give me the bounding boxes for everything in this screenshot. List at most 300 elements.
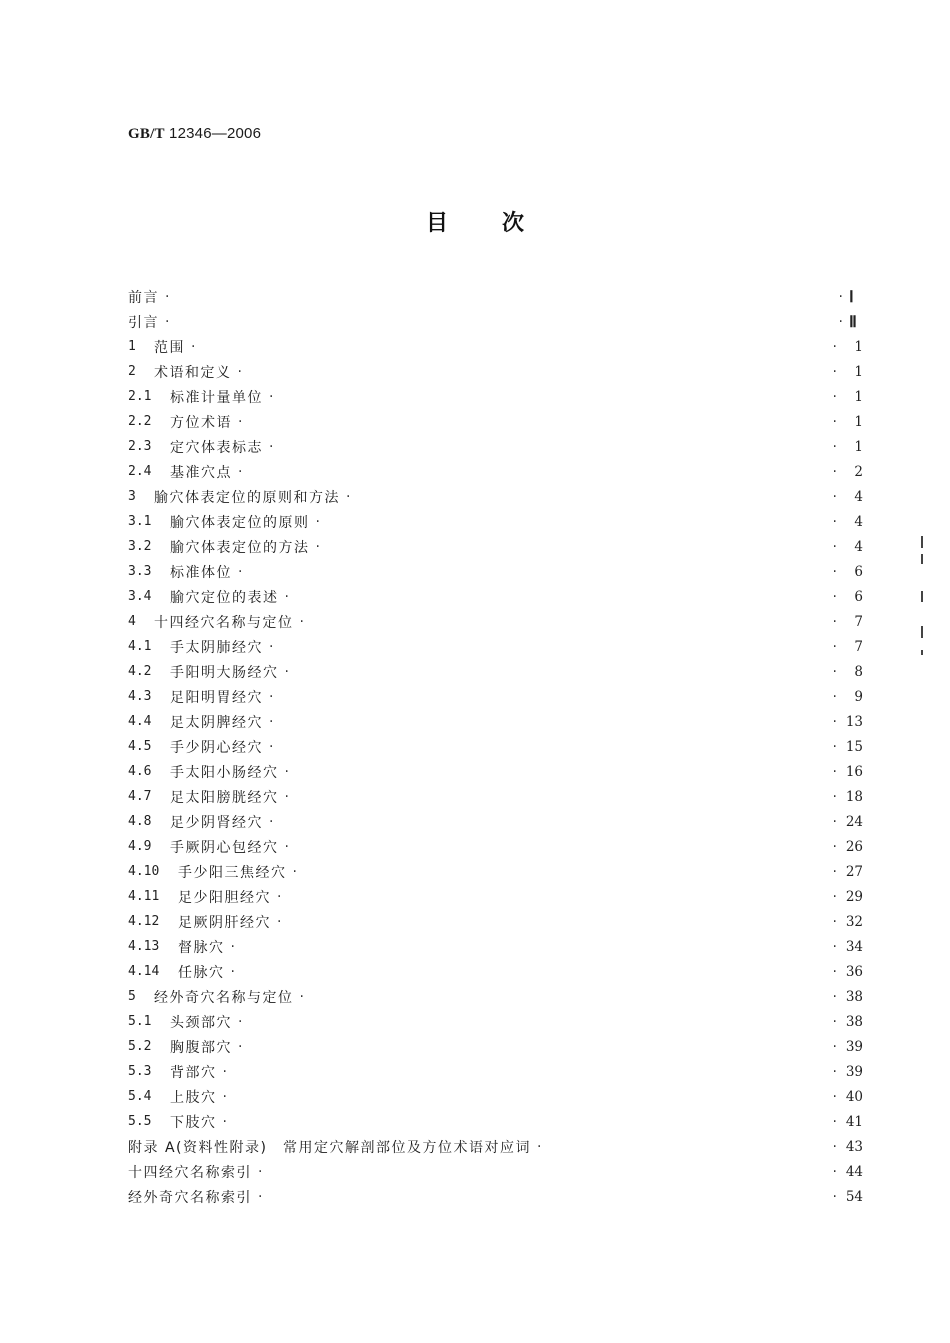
toc-page-number: 9 (854, 688, 863, 705)
toc-page-ref (833, 564, 863, 580)
toc-entry[interactable] (128, 559, 863, 584)
toc-page-number: 36 (845, 963, 863, 980)
toc-section-title: 腧穴体表定位的方法 (170, 539, 310, 556)
standard-number: 12346—2006 (169, 125, 262, 142)
toc-entry[interactable] (128, 684, 863, 709)
toc-entry-heading (128, 287, 169, 307)
toc-leader-dot: · (832, 763, 837, 780)
toc-page-ref (833, 864, 863, 880)
toc-section-title: 手阳明大肠经穴 (170, 664, 279, 681)
toc-entry-heading (128, 912, 281, 932)
toc-leader-dot: · (832, 813, 837, 830)
toc-leader-dot: · (832, 1113, 837, 1130)
toc-page-ref (833, 1164, 863, 1180)
toc-leader-dot: · (832, 838, 837, 855)
toc-trailing-dot: · (269, 388, 274, 405)
toc-page-number: 34 (845, 938, 863, 955)
toc-leader-dot: · (832, 888, 837, 905)
toc-page-ref (833, 964, 863, 980)
toc-section-title: 足太阳膀胱经穴 (170, 789, 279, 806)
toc-entry[interactable] (128, 334, 863, 359)
toc-page-number: 1 (854, 388, 863, 405)
toc-leader-dot: · (832, 588, 837, 605)
toc-page-ref (833, 1014, 863, 1030)
toc-section-title: 手少阳三焦经穴 (178, 864, 287, 881)
toc-entry[interactable] (128, 509, 863, 534)
toc-trailing-dot: · (222, 1113, 227, 1130)
toc-section-title: 基准穴点 (170, 464, 232, 481)
toc-section-title: 手太阳小肠经穴 (170, 764, 279, 781)
toc-section-title: 引言 (128, 314, 159, 331)
toc-section-title: 腧穴体表定位的原则和方法 (154, 489, 340, 506)
toc-entry-heading (128, 587, 289, 607)
standard-code (128, 125, 261, 143)
toc-page-number: 16 (845, 763, 863, 780)
toc-entry[interactable] (128, 459, 863, 484)
toc-trailing-dot: · (191, 338, 196, 355)
toc-entry-heading (128, 1187, 262, 1207)
toc-trailing-dot: · (315, 513, 320, 530)
toc-entry[interactable] (128, 784, 863, 809)
toc-trailing-dot: · (269, 688, 274, 705)
toc-entry[interactable] (128, 359, 863, 384)
toc-section-number: 4.1 (128, 639, 152, 654)
toc-entry[interactable] (128, 909, 863, 934)
toc-leader-dot: · (832, 1038, 837, 1055)
toc-trailing-dot: · (222, 1088, 227, 1105)
standard-prefix: GB/T (128, 126, 165, 142)
toc-entry-heading (128, 987, 304, 1007)
toc-trailing-dot: · (269, 438, 274, 455)
toc-section-title: 足少阴肾经穴 (170, 814, 263, 831)
toc-page-number: 43 (845, 1138, 863, 1155)
toc-section-title: 手少阴心经穴 (170, 739, 263, 756)
toc-section-number: 4.6 (128, 764, 152, 779)
toc-page-ref (833, 689, 863, 705)
toc-page-number: 44 (845, 1163, 863, 1180)
toc-section-number: 5.5 (128, 1114, 152, 1129)
toc-leader-dot: · (832, 413, 837, 430)
toc-page-number: 8 (854, 663, 863, 680)
toc-page-ref (833, 889, 863, 905)
toc-page-number: 40 (845, 1088, 863, 1105)
toc-trailing-dot: · (230, 938, 235, 955)
toc-page-ref (833, 1039, 863, 1055)
toc-section-title: 十四经穴名称与定位 (154, 614, 294, 631)
toc-section-title: 方位术语 (170, 414, 232, 431)
toc-section-number: 4.5 (128, 739, 152, 754)
toc-page-ref (833, 539, 863, 555)
toc-entry-heading (128, 687, 273, 707)
toc-section-number: 4.13 (128, 939, 160, 954)
toc-section-number: 4.7 (128, 789, 152, 804)
toc-page-ref (833, 1114, 863, 1130)
toc-entry[interactable] (128, 759, 863, 784)
toc-entry[interactable] (128, 534, 863, 559)
toc-section-number: 2.3 (128, 439, 152, 454)
toc-section-number: 5.4 (128, 1089, 152, 1104)
toc-page-ref (839, 287, 863, 307)
toc-section-title: 督脉穴 (178, 939, 225, 956)
toc-page-ref (833, 364, 863, 380)
toc-page-number: 1 (854, 338, 863, 355)
toc-entry-heading (128, 512, 320, 532)
toc-entry[interactable] (128, 1034, 863, 1059)
toc-page-number: 2 (854, 463, 863, 480)
toc-leader-dot: · (832, 1188, 837, 1205)
toc-section-title: 足太阴脾经穴 (170, 714, 263, 731)
toc-page-number: 4 (854, 488, 863, 505)
toc-leader-dot: · (832, 738, 837, 755)
toc-trailing-dot: · (299, 613, 304, 630)
toc-page-number: 41 (845, 1113, 863, 1130)
scan-artifact (921, 554, 923, 564)
toc-page-ref (833, 664, 863, 680)
toc-leader-dot: · (832, 663, 837, 680)
toc-entry[interactable] (128, 584, 863, 609)
toc-entry-heading (128, 337, 195, 357)
toc-section-number: 5.3 (128, 1064, 152, 1079)
toc-leader-dot: · (832, 338, 837, 355)
toc-page-number: Ⅱ (849, 313, 857, 331)
toc-trailing-dot: · (284, 838, 289, 855)
toc-trailing-dot: · (258, 1163, 263, 1180)
toc-trailing-dot: · (284, 788, 289, 805)
toc-page-number: 7 (854, 638, 863, 655)
toc-section-title: 术语和定义 (154, 364, 232, 381)
toc-entry[interactable] (128, 1084, 863, 1109)
toc-trailing-dot: · (238, 563, 243, 580)
toc-trailing-dot: · (269, 738, 274, 755)
toc-leader-dot: · (832, 713, 837, 730)
toc-leader-dot: · (832, 1163, 837, 1180)
toc-section-title: 经外奇穴名称索引 (128, 1189, 252, 1206)
toc-section-number: 2.2 (128, 414, 152, 429)
toc-entry[interactable] (128, 309, 863, 334)
toc-section-number: 4.4 (128, 714, 152, 729)
toc-entry[interactable] (128, 1184, 863, 1209)
toc-leader-dot: · (832, 788, 837, 805)
toc-section-number: 4.9 (128, 839, 152, 854)
toc-page-ref (833, 814, 863, 830)
toc-trailing-dot: · (269, 638, 274, 655)
toc-entry-heading (128, 1062, 227, 1082)
toc-leader-dot: · (832, 1013, 837, 1030)
toc-section-number: 4.12 (128, 914, 160, 929)
toc-leader-dot: · (832, 613, 837, 630)
toc-entry-heading (128, 612, 304, 632)
toc-entry[interactable] (128, 484, 863, 509)
toc-section-number: 4.14 (128, 964, 160, 979)
toc-section-title: 头颈部穴 (170, 1014, 232, 1031)
toc-page-number: Ⅰ (849, 288, 854, 306)
toc-leader-dot: · (838, 313, 843, 330)
toc-page-ref (833, 389, 863, 405)
toc-page-number: 6 (854, 588, 863, 605)
toc-entry[interactable] (128, 734, 863, 759)
toc-entry[interactable] (128, 809, 863, 834)
toc-trailing-dot: · (238, 413, 243, 430)
toc-page-number: 1 (854, 438, 863, 455)
toc-section-number: 2.1 (128, 389, 152, 404)
toc-entry-heading (128, 712, 273, 732)
toc-trailing-dot: · (292, 863, 297, 880)
toc-entry[interactable] (128, 709, 863, 734)
toc-page-ref (833, 339, 863, 355)
toc-entry-heading (128, 1087, 227, 1107)
toc-page-ref (833, 1064, 863, 1080)
toc-section-title: 手厥阴心包经穴 (170, 839, 279, 856)
scan-artifact (921, 626, 923, 638)
toc-trailing-dot: · (238, 1038, 243, 1055)
toc-section-title: 下肢穴 (170, 1114, 217, 1131)
toc-entry-heading (128, 737, 273, 757)
toc-entry[interactable] (128, 1159, 863, 1184)
toc-page-ref (833, 764, 863, 780)
toc-section-title: 足少阳胆经穴 (178, 889, 271, 906)
toc-page-number: 32 (845, 913, 863, 930)
toc-trailing-dot: · (230, 963, 235, 980)
toc-entry[interactable] (128, 1059, 863, 1084)
toc-entry[interactable] (128, 384, 863, 409)
toc-trailing-dot: · (238, 463, 243, 480)
toc-page-ref (833, 414, 863, 430)
toc-page-number: 1 (854, 363, 863, 380)
toc-entry[interactable] (128, 984, 863, 1009)
toc-entry-heading (128, 762, 289, 782)
toc-section-number: 5.1 (128, 1014, 152, 1029)
toc-page-ref (833, 739, 863, 755)
toc-entry-heading (128, 312, 169, 332)
toc-entry[interactable] (128, 1009, 863, 1034)
toc-leader-dot: · (832, 1088, 837, 1105)
toc-page-number: 54 (845, 1188, 863, 1205)
toc-section-number: 3.3 (128, 564, 152, 579)
toc-entry-heading (128, 562, 242, 582)
toc-page-ref (833, 614, 863, 630)
toc-entry-heading (128, 962, 235, 982)
toc-entry-heading (128, 1112, 227, 1132)
toc-entry-heading (128, 1037, 242, 1057)
toc-section-number: 5 (128, 989, 136, 1004)
toc-section-number: 4.3 (128, 689, 152, 704)
table-of-contents (128, 284, 863, 1209)
toc-entry[interactable] (128, 884, 863, 909)
toc-trailing-dot: · (222, 1063, 227, 1080)
toc-leader-dot: · (832, 963, 837, 980)
toc-trailing-dot: · (269, 813, 274, 830)
toc-section-number: 2.4 (128, 464, 152, 479)
toc-entry-heading (128, 862, 297, 882)
toc-trailing-dot: · (346, 488, 351, 505)
toc-leader-dot: · (832, 638, 837, 655)
toc-entry-heading (128, 787, 289, 807)
toc-page-ref (833, 639, 863, 655)
toc-page-number: 29 (845, 888, 863, 905)
toc-section-number: 3.4 (128, 589, 152, 604)
toc-section-number: 4.2 (128, 664, 152, 679)
toc-leader-dot: · (832, 538, 837, 555)
toc-entry[interactable] (128, 284, 863, 309)
toc-section-title: 胸腹部穴 (170, 1039, 232, 1056)
toc-page-ref (833, 514, 863, 530)
toc-page-number: 6 (854, 563, 863, 580)
toc-entry-heading (128, 537, 320, 557)
toc-leader-dot: · (838, 288, 843, 305)
toc-page-ref (839, 312, 863, 332)
toc-entry-heading (128, 1162, 262, 1182)
toc-section-title: 腧穴定位的表述 (170, 589, 279, 606)
toc-section-number: 4 (128, 614, 136, 629)
toc-trailing-dot: · (238, 1013, 243, 1030)
toc-leader-dot: · (832, 688, 837, 705)
toc-trailing-dot: · (269, 713, 274, 730)
toc-section-title: 定穴体表标志 (170, 439, 263, 456)
toc-entry-heading (128, 437, 273, 457)
toc-trailing-dot: · (277, 913, 282, 930)
toc-leader-dot: · (832, 488, 837, 505)
toc-leader-dot: · (832, 913, 837, 930)
toc-entry-heading (128, 387, 273, 407)
toc-entry[interactable] (128, 834, 863, 859)
toc-page-ref (833, 1139, 863, 1155)
toc-section-title: 附录 A(资料性附录) 常用定穴解剖部位及方位术语对应词 (128, 1139, 531, 1156)
toc-leader-dot: · (832, 563, 837, 580)
toc-page-number: 38 (845, 988, 863, 1005)
scan-artifact (921, 536, 923, 548)
toc-entry[interactable] (128, 934, 863, 959)
toc-leader-dot: · (832, 513, 837, 530)
toc-section-title: 经外奇穴名称与定位 (154, 989, 294, 1006)
toc-entry[interactable] (128, 634, 863, 659)
toc-entry-heading (128, 412, 242, 432)
toc-page-ref (833, 439, 863, 455)
toc-section-title: 十四经穴名称索引 (128, 1164, 252, 1181)
toc-trailing-dot: · (299, 988, 304, 1005)
toc-trailing-dot: · (258, 1188, 263, 1205)
toc-section-number: 3.2 (128, 539, 152, 554)
toc-entry[interactable] (128, 1109, 863, 1134)
toc-entry-heading (128, 1012, 242, 1032)
toc-leader-dot: · (832, 438, 837, 455)
toc-entry-heading (128, 887, 281, 907)
toc-section-number: 2 (128, 364, 136, 379)
toc-entry[interactable] (128, 659, 863, 684)
toc-section-title: 足阳明胃经穴 (170, 689, 263, 706)
toc-page-number: 18 (845, 788, 863, 805)
toc-page-number: 24 (845, 813, 863, 830)
toc-page-number: 39 (845, 1038, 863, 1055)
toc-entry-heading (128, 462, 242, 482)
toc-entry-heading (128, 362, 242, 382)
toc-section-title: 背部穴 (170, 1064, 217, 1081)
toc-section-title: 上肢穴 (170, 1089, 217, 1106)
toc-trailing-dot: · (315, 538, 320, 555)
page-title: 目次 (425, 211, 578, 236)
toc-entry-heading (128, 637, 273, 657)
toc-page-number: 38 (845, 1013, 863, 1030)
toc-leader-dot: · (832, 988, 837, 1005)
toc-page-number: 26 (845, 838, 863, 855)
toc-entry[interactable] (128, 859, 863, 884)
toc-leader-dot: · (832, 1063, 837, 1080)
toc-trailing-dot: · (284, 588, 289, 605)
toc-leader-dot: · (832, 363, 837, 380)
toc-entry-heading (128, 837, 289, 857)
toc-section-number: 3.1 (128, 514, 152, 529)
toc-page-ref (833, 489, 863, 505)
toc-section-number: 4.10 (128, 864, 160, 879)
toc-entry[interactable] (128, 609, 863, 634)
toc-page-number: 1 (854, 413, 863, 430)
toc-entry[interactable] (128, 409, 863, 434)
toc-leader-dot: · (832, 863, 837, 880)
toc-trailing-dot: · (277, 888, 282, 905)
scan-artifact (921, 591, 923, 602)
toc-section-number: 4.8 (128, 814, 152, 829)
toc-section-number: 3 (128, 489, 136, 504)
toc-page-number: 27 (845, 863, 863, 880)
toc-trailing-dot: · (284, 663, 289, 680)
toc-page-ref (833, 1089, 863, 1105)
toc-leader-dot: · (832, 388, 837, 405)
toc-page-ref (833, 464, 863, 480)
toc-section-title: 任脉穴 (178, 964, 225, 981)
toc-section-title: 手太阴肺经穴 (170, 639, 263, 656)
toc-page-ref (833, 1189, 863, 1205)
toc-leader-dot: · (832, 938, 837, 955)
toc-leader-dot: · (832, 463, 837, 480)
toc-section-title: 前言 (128, 289, 159, 306)
toc-page-number: 15 (845, 738, 863, 755)
toc-leader-dot: · (832, 1138, 837, 1155)
toc-section-title: 范围 (154, 339, 185, 356)
toc-page-ref (833, 714, 863, 730)
toc-page-ref (833, 839, 863, 855)
toc-section-title: 腧穴体表定位的原则 (170, 514, 310, 531)
toc-entry-heading (128, 937, 235, 957)
toc-entry-heading (128, 487, 350, 507)
toc-trailing-dot: · (165, 313, 170, 330)
toc-page-ref (833, 789, 863, 805)
toc-page-number: 4 (854, 538, 863, 555)
scan-artifact (921, 650, 923, 655)
toc-trailing-dot: · (165, 288, 170, 305)
toc-page-number: 13 (845, 713, 863, 730)
toc-entry[interactable] (128, 434, 863, 459)
toc-entry-heading (128, 662, 289, 682)
toc-entry-heading (128, 812, 273, 832)
toc-page-number: 7 (854, 613, 863, 630)
toc-page-number: 4 (854, 513, 863, 530)
toc-entry[interactable] (128, 959, 863, 984)
toc-entry[interactable] (128, 1134, 863, 1159)
toc-section-number: 5.2 (128, 1039, 152, 1054)
toc-trailing-dot: · (536, 1138, 542, 1155)
toc-page-ref (833, 989, 863, 1005)
toc-trailing-dot: · (237, 363, 242, 380)
toc-section-title: 足厥阴肝经穴 (178, 914, 271, 931)
toc-page-number: 39 (845, 1063, 863, 1080)
toc-entry-heading (128, 1137, 541, 1157)
toc-trailing-dot: · (284, 763, 289, 780)
toc-section-title: 标准体位 (170, 564, 232, 581)
toc-page-ref (833, 589, 863, 605)
toc-page-ref (833, 914, 863, 930)
toc-page-ref (833, 939, 863, 955)
toc-section-number: 4.11 (128, 889, 160, 904)
toc-section-title: 标准计量单位 (170, 389, 263, 406)
